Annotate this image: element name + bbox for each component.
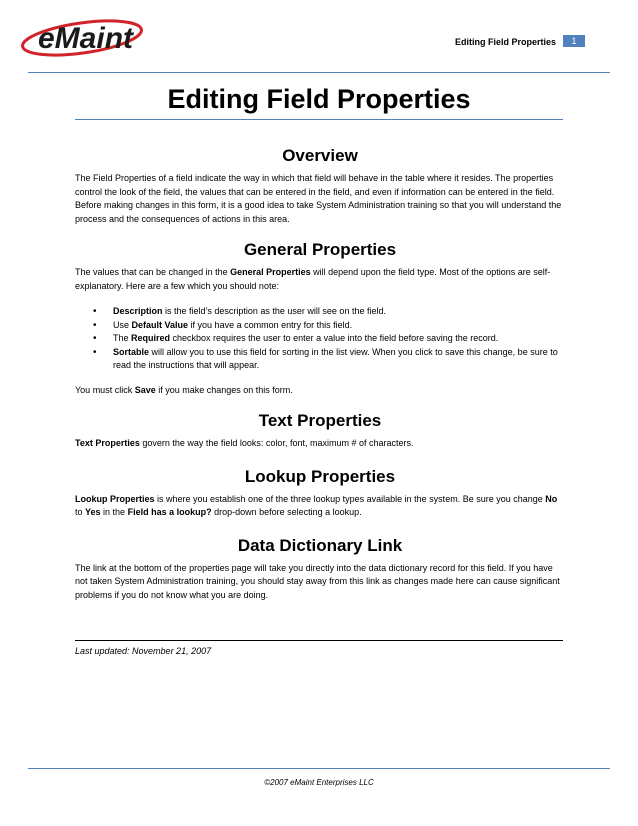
general-bullet-list xyxy=(75,305,565,373)
page-footer-divider xyxy=(28,768,610,769)
overview-section xyxy=(75,146,565,226)
general-properties-section xyxy=(75,240,565,397)
overview-heading: Overview xyxy=(282,146,358,165)
footer-divider xyxy=(75,640,563,641)
page-number: 1 xyxy=(563,35,585,47)
title-divider xyxy=(75,119,563,120)
lookup-properties-section xyxy=(75,467,565,520)
list-item: • Sortable will allow you to use this field for sorting in the list view. When you click to save this change, be sure to read the instructions that will appear. xyxy=(113,346,565,373)
data-dictionary-heading: Data Dictionary Link xyxy=(237,535,403,555)
document-title: Editing Field Properties xyxy=(167,84,471,114)
text-properties-section xyxy=(75,411,565,451)
lookup-properties-text: Lookup Properties is where you establish one of the three lookup types available in the system. Be sure you change No to Yes in the Field has a lookup? drop-down before selecting a lookup. xyxy=(75,493,558,517)
general-properties-heading: General Properties xyxy=(243,240,397,259)
last-updated: Last updated: November 21, 2007 xyxy=(75,646,212,656)
list-item: • The Required checkbox requires the user to enter a value into the field before saving the record. xyxy=(113,332,565,346)
data-dictionary-section xyxy=(75,536,565,603)
text-properties-heading: Text Properties xyxy=(258,411,382,430)
copyright: ©2007 eMaint Enterprises LLC xyxy=(264,778,374,787)
lookup-properties-heading: Lookup Properties xyxy=(244,466,396,486)
text-properties-text: Text Properties govern the way the field looks: color, font, maximum # of characters. xyxy=(75,438,414,448)
running-title: Editing Field Properties xyxy=(454,37,556,47)
general-intro: The values that can be changed in the General Properties will depend upon the field type. Most of the options are self-explanatory. Here are a few which you should note: xyxy=(75,267,551,291)
list-item: • Use Default Value if you have a common entry for this field. xyxy=(113,319,565,333)
document-body xyxy=(75,146,565,602)
data-dictionary-text: The link at the bottom of the properties page will take you directly into the data dictionary record for this field. If you have not taken System Administration training, you should stay away from this link as changes made here can cause significant problems if you do not know what you are doing. xyxy=(75,562,560,600)
header-divider xyxy=(28,72,610,73)
page-header xyxy=(0,0,638,76)
save-note: You must click Save if you make changes on this form. xyxy=(75,384,293,395)
list-item: • Description is the field’s description as the user will see on the field. xyxy=(113,305,565,319)
logo-text: eMaint xyxy=(38,22,134,55)
emaint-logo xyxy=(20,14,160,60)
overview-text: The Field Properties of a field indicate the way in which that field will behave in the table where it resides. The properties control the look of the field, the values that can be entered in the field, and even if information can be entered in the field. Before making changes in this form, it is a good idea to take System Administration training so that you will understand the process and the consequences of actions in this area. xyxy=(75,173,562,224)
